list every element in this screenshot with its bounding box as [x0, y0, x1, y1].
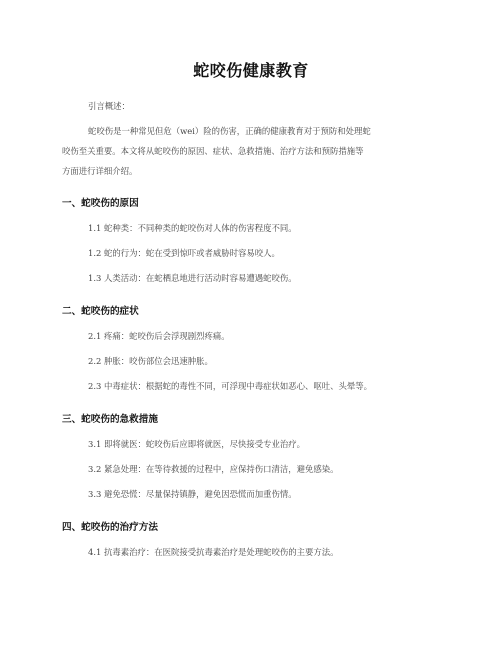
- section-item: 2.1 疼痛：蛇咬伤后会浮现剧烈疼痛。: [88, 331, 230, 341]
- page-title: 蛇咬伤健康教育: [193, 61, 309, 80]
- section-item: 3.2 紧急处理：在等待救援的过程中，应保持伤口清洁，避免感染。: [88, 464, 339, 474]
- section-item: 2.3 中毒症状：根据蛇的毒性不同，可浮现中毒症状如恶心、呕吐、头晕等。: [88, 381, 372, 391]
- intro-line: 蛇咬伤是一种常见但危（wei）险的伤害，正确的健康教育对于预防和处理蛇: [88, 126, 371, 136]
- section-item: 1.3 人类活动：在蛇栖息地进行活动时容易遭遇蛇咬伤。: [88, 273, 297, 283]
- section-item: 1.1 蛇种类：不同种类的蛇咬伤对人体的伤害程度不同。: [88, 223, 297, 233]
- section-heading: 四、蛇咬伤的治疗方法: [62, 522, 158, 533]
- intro-label: 引言概述：: [88, 101, 130, 111]
- section-item: 3.1 即将就医：蛇咬伤后应即将就医，尽快接受专业治疗。: [88, 439, 305, 449]
- section-heading: 三、蛇咬伤的急救措施: [62, 414, 158, 425]
- section-item: 2.2 肿胀：咬伤部位会迅速肿胀。: [88, 356, 213, 366]
- section-item: 4.1 抗毒素治疗：在医院接受抗毒素治疗是处理蛇咬伤的主要方法。: [88, 547, 339, 557]
- intro-line: 方面进行详细介绍。: [62, 166, 138, 176]
- section-heading: 一、蛇咬伤的原因: [62, 198, 139, 209]
- section-item: 1.2 蛇的行为：蛇在受到惊吓或者威胁时容易咬人。: [88, 248, 280, 258]
- intro-line: 咬伤至关重要。本文将从蛇咬伤的原因、症状、急救措施、治疗方法和预防措施等: [62, 146, 364, 156]
- section-item: 3.3 避免恐慌：尽量保持镇静，避免因恐慌而加重伤情。: [88, 489, 297, 499]
- section-heading: 二、蛇咬伤的症状: [62, 306, 139, 317]
